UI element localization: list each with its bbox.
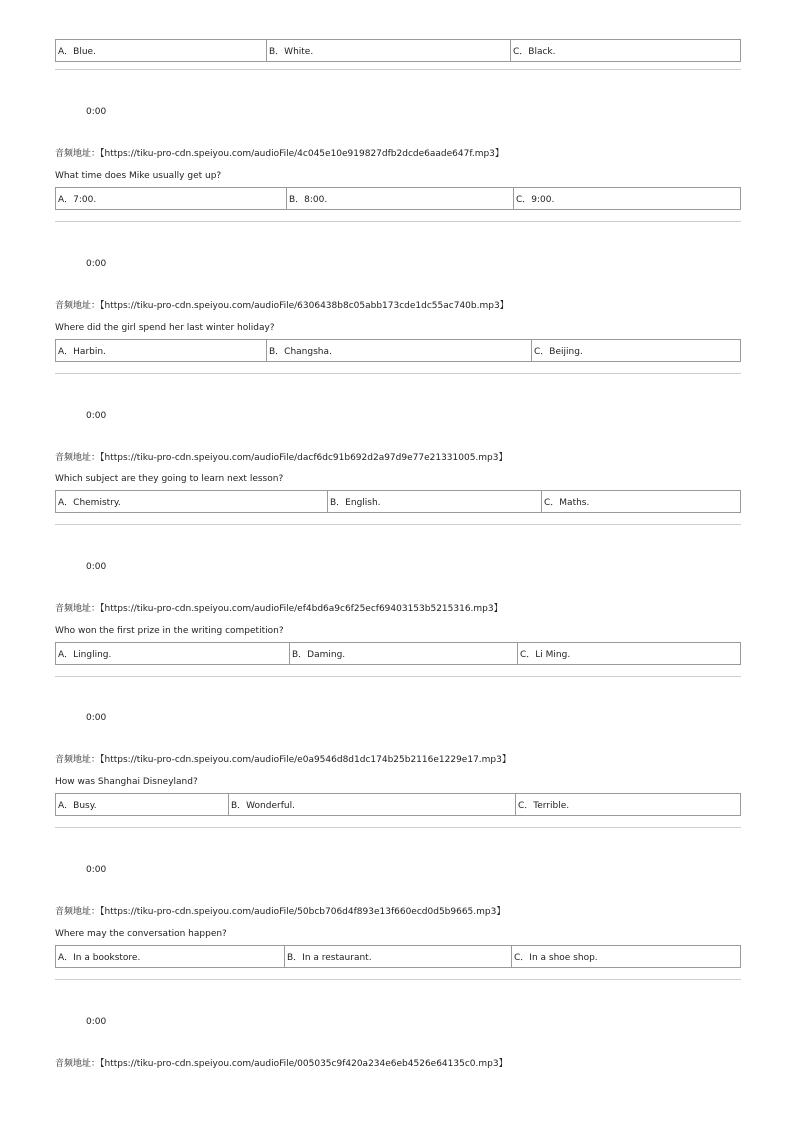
audio-url-label: 音频地址： xyxy=(55,301,101,311)
audio-url-label: 音频地址： xyxy=(55,1059,101,1069)
option-c[interactable]: C．9:00. xyxy=(513,188,740,209)
option-c[interactable]: C．Terrible. xyxy=(515,794,740,815)
option-b[interactable]: B．White. xyxy=(266,40,510,61)
audio-time: 0:00 xyxy=(86,1017,107,1027)
option-b[interactable]: B．In a restaurant. xyxy=(284,946,511,967)
audio-url-link[interactable]: 【https://tiku-pro-cdn.speiyou.com/audioFile/50bcb706d4f893e13f660ecd0d5b9665.mp3】 xyxy=(100,907,506,917)
audio-url xyxy=(55,1058,508,1070)
audio-time: 0:00 xyxy=(86,259,107,269)
question-text: Where did the girl spend her last winter holiday? xyxy=(55,323,275,333)
audio-time: 0:00 xyxy=(86,411,107,421)
audio-url-label: 音频地址： xyxy=(55,907,101,917)
answer-options xyxy=(55,642,741,665)
option-b[interactable]: B．English. xyxy=(327,491,541,512)
audio-url-link[interactable]: 【https://tiku-pro-cdn.speiyou.com/audioFile/dacf6dc91b692d2a97d9e77e21331005.mp3】 xyxy=(100,453,508,463)
audio-time: 0:00 xyxy=(86,107,107,117)
question-text: How was Shanghai Disneyland? xyxy=(55,777,198,787)
audio-url-link[interactable]: 【https://tiku-pro-cdn.speiyou.com/audioFile/6306438b8c05abb173cde1dc55ac740b.mp3】 xyxy=(100,301,509,311)
audio-url xyxy=(55,603,503,615)
option-a[interactable]: A．7:00. xyxy=(58,195,97,205)
answer-options xyxy=(55,490,741,513)
divider xyxy=(55,827,741,828)
divider xyxy=(55,221,741,222)
question-text: Where may the conversation happen? xyxy=(55,929,227,939)
option-c[interactable]: C．Maths. xyxy=(541,491,740,512)
answer-options xyxy=(55,39,741,62)
option-a[interactable]: A．Harbin. xyxy=(58,347,106,357)
audio-url-label: 音频地址： xyxy=(55,755,101,765)
audio-url xyxy=(55,906,505,918)
answer-options xyxy=(55,793,741,816)
audio-time: 0:00 xyxy=(86,713,107,723)
option-c[interactable]: C．Beijing. xyxy=(531,340,740,361)
audio-url xyxy=(55,452,508,464)
audio-url-label: 音频地址： xyxy=(55,604,101,614)
option-a[interactable]: A．Lingling. xyxy=(58,650,112,660)
audio-url-link[interactable]: 【https://tiku-pro-cdn.speiyou.com/audioFile/ef4bd6a9c6f25ecf69403153b5215316.mp3】 xyxy=(100,604,503,614)
audio-url xyxy=(55,300,509,312)
option-a[interactable]: A．Chemistry. xyxy=(58,498,121,508)
divider xyxy=(55,524,741,525)
audio-url-link[interactable]: 【https://tiku-pro-cdn.speiyou.com/audioFile/005035c9f420a234e6eb4526e64135c0.mp3】 xyxy=(100,1059,508,1069)
option-c[interactable]: C．Black. xyxy=(510,40,740,61)
option-b[interactable]: B．Wonderful. xyxy=(228,794,515,815)
question-text: Who won the first prize in the writing competition? xyxy=(55,626,284,636)
audio-url xyxy=(55,754,511,766)
divider xyxy=(55,979,741,980)
divider xyxy=(55,69,741,70)
option-a[interactable]: A．Busy. xyxy=(58,801,97,811)
audio-time: 0:00 xyxy=(86,562,107,572)
audio-time: 0:00 xyxy=(86,865,107,875)
audio-url-label: 音频地址： xyxy=(55,453,101,463)
option-c[interactable]: C．Li Ming. xyxy=(517,643,740,664)
answer-options xyxy=(55,945,741,968)
question-text: What time does Mike usually get up? xyxy=(55,171,222,181)
divider xyxy=(55,676,741,677)
answer-options xyxy=(55,339,741,362)
divider xyxy=(55,373,741,374)
option-b[interactable]: B．8:00. xyxy=(286,188,513,209)
audio-url-link[interactable]: 【https://tiku-pro-cdn.speiyou.com/audioFile/e0a9546d8d1dc174b25b2116e1229e17.mp3】 xyxy=(100,755,511,765)
option-a[interactable]: A．In a bookstore. xyxy=(58,953,141,963)
question-text: Which subject are they going to learn next lesson? xyxy=(55,474,284,484)
option-a[interactable]: A．Blue. xyxy=(58,47,96,57)
audio-url xyxy=(55,148,504,160)
option-b[interactable]: B．Daming. xyxy=(289,643,517,664)
option-b[interactable]: B．Changsha. xyxy=(266,340,531,361)
answer-options xyxy=(55,187,741,210)
option-c[interactable]: C．In a shoe shop. xyxy=(511,946,740,967)
audio-url-link[interactable]: 【https://tiku-pro-cdn.speiyou.com/audioFile/4c045e10e919827dfb2dcde6aade647f.mp3】 xyxy=(100,149,504,159)
audio-url-label: 音频地址： xyxy=(55,149,101,159)
